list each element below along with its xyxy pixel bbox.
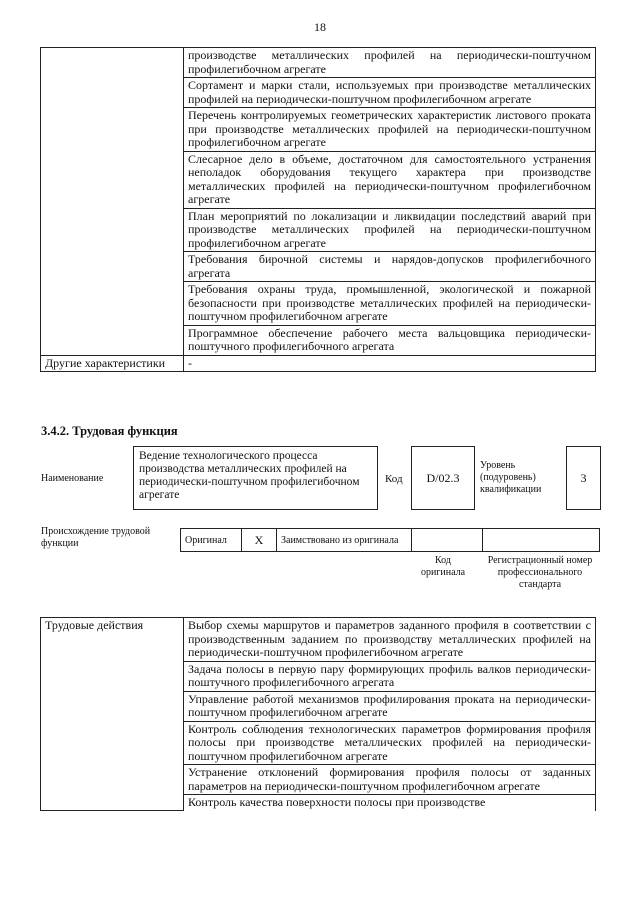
knowledge-table xyxy=(40,47,596,372)
original-label: Оригинал xyxy=(181,529,242,552)
table-cell: Перечень контролируемых геометрических характеристик листового проката при производстве металлических профилей на периодически-поштучном профилегибочном агрегате xyxy=(184,108,596,152)
function-name-box: Ведение технологического процесса производства металлических профилей на периодически-поштучном профилегибочном агрегате xyxy=(133,446,378,510)
labor-actions-label: Трудовые действия xyxy=(41,618,184,811)
table-cell: Программное обеспечение рабочего места вальцовщика периодически-поштучного профилегибочного агрегата xyxy=(184,325,596,355)
table-cell: производстве металлических профилей на периодически-поштучном профилегибочном агрегате xyxy=(184,48,596,78)
page-number: 18 xyxy=(314,20,326,34)
origin-table xyxy=(180,528,600,552)
origin-label: Происхождение трудовой функции xyxy=(41,526,151,549)
other-characteristics-value: - xyxy=(184,355,596,372)
table-cell: Контроль качества поверхности полосы при производстве xyxy=(184,795,596,811)
table-cell: Сортамент и марки стали, используемых при производстве металлических профилей на периодически-поштучном профилегибочном агрегате xyxy=(184,78,596,108)
table-row xyxy=(41,48,596,78)
code-label: Код xyxy=(385,473,403,485)
table-cell: Задача полосы в первую пару формирующих профиль валков периодически-поштучного профилегибочного агрегата xyxy=(184,661,596,691)
borrowed-label: Заимствовано из оригинала xyxy=(277,529,412,552)
table-row xyxy=(181,529,600,552)
section-heading: 3.4.2. Трудовая функция xyxy=(41,424,178,438)
labor-actions-table xyxy=(40,617,596,811)
level-label: Уровень (подуровень) квалификации xyxy=(480,460,542,495)
table-cell: Слесарное дело в объеме, достаточном для самостоятельного устранения неполадок оборудования текущего характера при производстве металлических профилей на периодически-поштучном профилегибочном агрегате xyxy=(184,151,596,208)
empty-cell xyxy=(41,48,184,356)
name-label: Наименование xyxy=(41,473,104,484)
table-cell: Выбор схемы маршрутов и параметров заданного профиля в соответствии с производственным заданием по производству металлических профилей на периодически-поштучном профилегибочном агрегате xyxy=(184,618,596,662)
other-characteristics-label: Другие характеристики xyxy=(41,355,184,372)
level-value-box: 3 xyxy=(566,446,601,510)
code-value-box: D/02.3 xyxy=(411,446,475,510)
table-cell: Требования бирочной системы и нарядов-допусков профилегибочного агрегата xyxy=(184,252,596,282)
table-cell: Контроль соблюдения технологических параметров формирования профиля полосы при производстве металлических профилей на периодически-поштучном профилегибочном агрегате xyxy=(184,721,596,765)
reg-number-label: Регистрационный номер профессионального стандарта xyxy=(487,555,593,590)
table-cell: Устранение отклонений формирования профиля полосы от заданных параметров на периодически-поштучном профилегибочном агрегате xyxy=(184,765,596,795)
original-code-label: Код оригинала xyxy=(420,555,466,578)
original-mark: X xyxy=(242,529,277,552)
table-cell: План мероприятий по локализации и ликвидации последствий аварий при производстве металлических профилей на периодически-поштучном профилегибочном агрегате xyxy=(184,208,596,252)
table-cell: Требования охраны труда, промышленной, экологической и пожарной безопасности при производстве металлических профилей на периодически-поштучном профилегибочном агрегате xyxy=(184,282,596,326)
reg-number-cell xyxy=(483,529,600,552)
table-row xyxy=(41,618,596,662)
table-row xyxy=(41,355,596,372)
table-cell: Управление работой механизмов профилирования проката на периодически-поштучном профилегибочном агрегате xyxy=(184,691,596,721)
original-code-cell xyxy=(412,529,483,552)
